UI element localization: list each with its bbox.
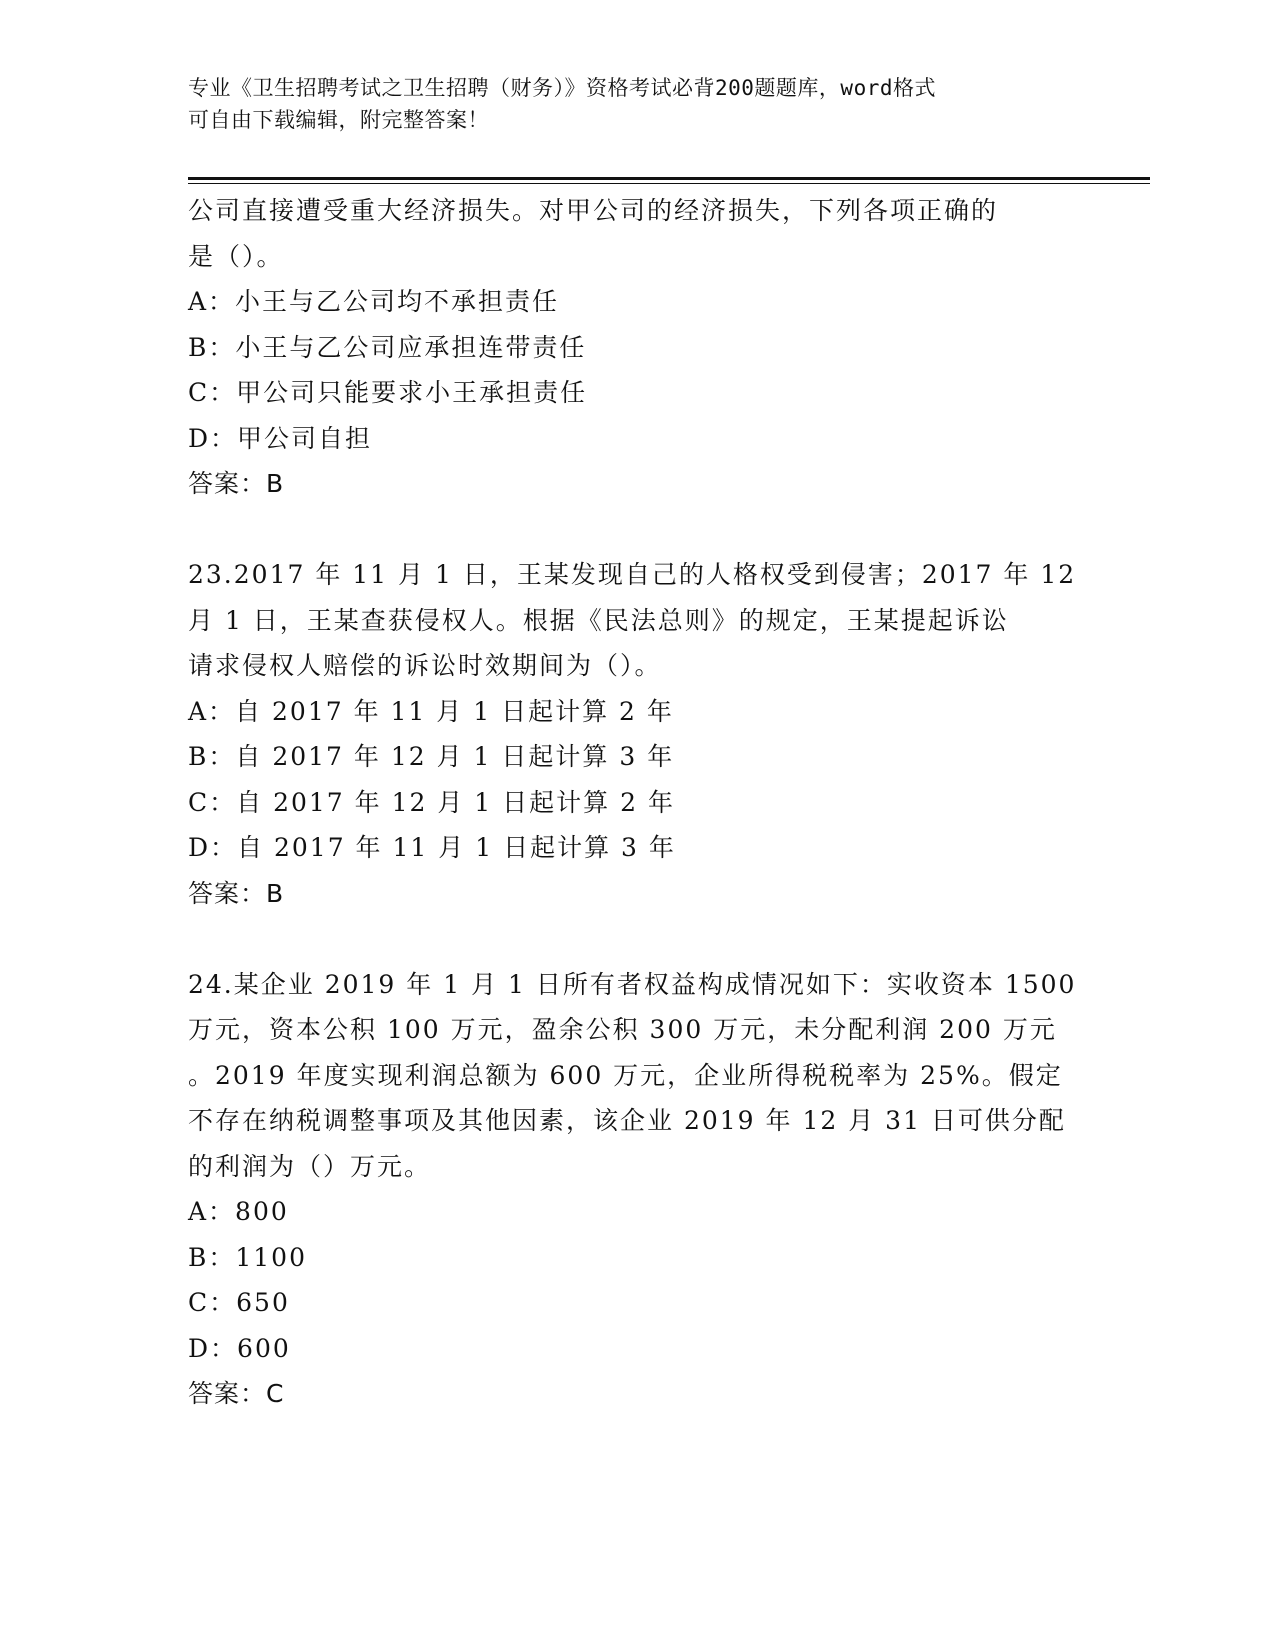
option-c: C：650 [188,1288,290,1317]
option-d: D：自 2017 年 11 月 1 日起计算 3 年 [188,833,676,862]
question-22 [188,188,1088,507]
option-c: C：自 2017 年 12 月 1 日起计算 2 年 [188,787,675,817]
question-stem-line: 请求侵权人赔偿的诉讼时效期间为（）。 [188,651,662,680]
option-b: B：1100 [188,1242,307,1272]
header-divider-thick [188,177,1150,180]
question-stem-line: 。2019 年度实现利润总额为 600 万元，企业所得税税率为 25%。假定 [188,1060,1063,1090]
header-title-line-2: 可自由下载编辑，附完整答案！ [188,108,489,132]
option-b: B：自 2017 年 12 月 1 日起计算 3 年 [188,742,675,771]
question-stem-line: 公司直接遭受重大经济损失。对甲公司的经济损失，下列各项正确的 [188,196,999,225]
question-stem-line: 的利润为（）万元。 [188,1151,432,1181]
question-23 [188,552,1088,916]
question-stem-line: 不存在纳税调整事项及其他因素，该企业 2019 年 12 月 31 日可供分配 [188,1106,1066,1135]
answer: 答案：B [188,878,285,908]
option-a: A：800 [188,1197,289,1226]
answer: 答案：B [188,469,285,498]
header-divider-thin [188,183,1150,184]
option-a: A：小王与乙公司均不承担责任 [188,287,560,316]
option-d: D：甲公司自担 [188,423,373,453]
option-d: D：600 [188,1333,291,1363]
spacer [188,916,1088,962]
question-content [188,188,1088,1417]
answer: 答案：C [188,1379,285,1408]
spacer [188,507,1088,553]
question-stem-line: 是（）。 [188,241,284,271]
page-header [188,72,1088,136]
option-b: B：小王与乙公司应承担连带责任 [188,332,587,362]
option-a: A：自 2017 年 11 月 1 日起计算 2 年 [188,696,674,726]
question-24 [188,962,1088,1417]
question-stem-line: 万元，资本公积 100 万元，盈余公积 300 万元，未分配利润 200 万元 [188,1015,1057,1044]
question-stem-line: 24.某企业 2019 年 1 月 1 日所有者权益构成情况如下：实收资本 1500 [188,969,1077,999]
question-stem-line: 23.2017 年 11 月 1 日，王某发现自己的人格权受到侵害；2017 年 12 [188,560,1077,589]
option-c: C：甲公司只能要求小王承担责任 [188,378,588,407]
header-title-line-1: 专业《卫生招聘考试之卫生招聘（财务）》资格考试必背200题题库，word格式 [188,76,936,100]
question-stem-line: 月 1 日，王某查获侵权人。根据《民法总则》的规定，王某提起诉讼 [188,605,1009,635]
